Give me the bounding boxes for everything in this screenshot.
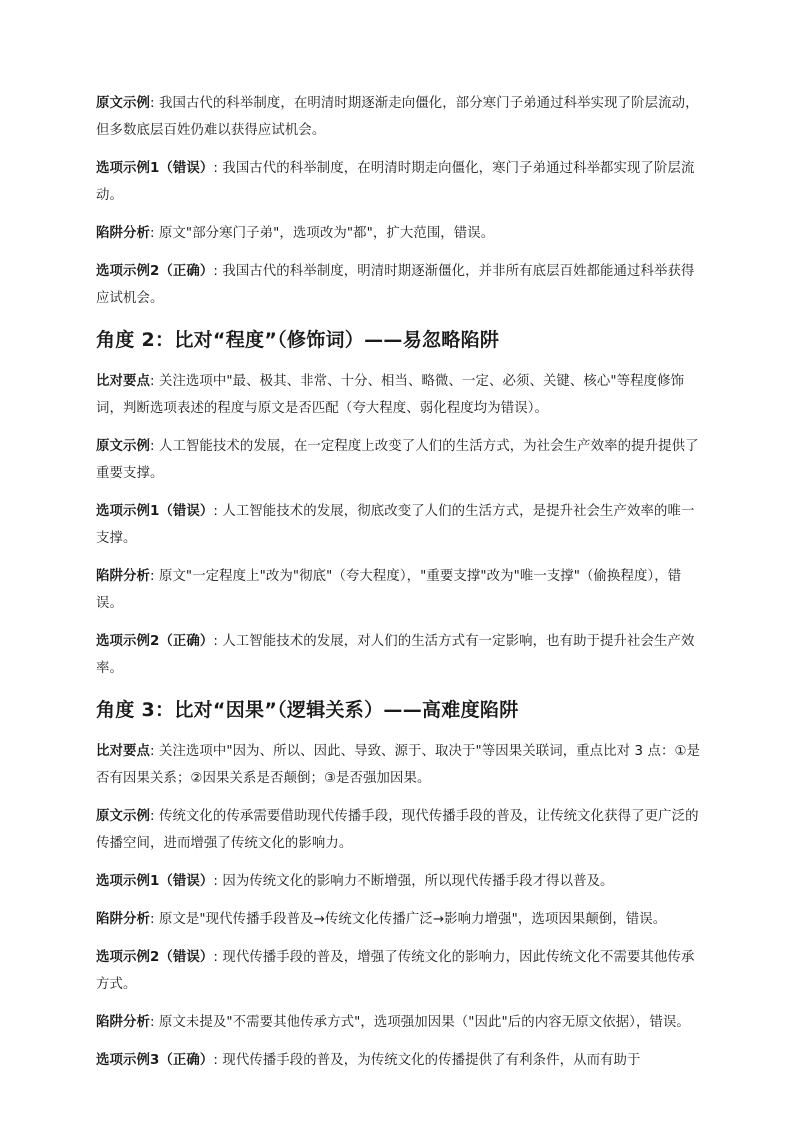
label-separator: : (149, 1015, 155, 1030)
paragraph-label: 选项示例1（错误） (96, 161, 214, 176)
paragraph (96, 738, 702, 792)
paragraph-text: 因为传统文化的影响力不断增强，所以现代传播手段才得以普及。 (217, 874, 614, 889)
paragraph-label: 原文示例 (96, 809, 150, 824)
label-separator: : (149, 809, 155, 824)
paragraph (96, 498, 702, 552)
paragraph-text: 现代传播手段的普及，为传统文化的传播提供了有利条件，从而有助于 (217, 1053, 641, 1068)
paragraph-label: 选项示例2（错误） (96, 950, 214, 965)
paragraph-text: 原文"一定程度上"改为"彻底"（夸大程度），"重要支撑"改为"唯一支撑"（偷换程度），错误。 (96, 569, 682, 611)
paragraph-label: 比对要点 (96, 744, 150, 759)
paragraph-label: 陷阱分析 (96, 226, 150, 241)
section-heading: 角度 3：比对“因果”（逻辑关系）——高难度陷阱 (96, 699, 519, 721)
paragraph-text: 关注选项中"因为、所以、因此、导致、源于、取决于"等因果关联词，重点比对 3 点：①是否有因果关系；②因果关系是否颠倒；③是否强加因果。 (96, 744, 701, 786)
paragraph (96, 90, 702, 144)
paragraph-text: 传统文化的传承需要借助现代传播手段，现代传播手段的普及，让传统文化获得了更广泛的传播空间，进而增强了传统文化的影响力。 (96, 809, 699, 851)
label-separator: : (213, 874, 218, 889)
paragraph (96, 628, 702, 682)
paragraph (96, 368, 702, 422)
label-separator: : (213, 950, 218, 965)
paragraph-label: 原文示例 (96, 439, 150, 454)
paragraph-label: 选项示例1（错误） (96, 504, 214, 519)
paragraph (96, 220, 702, 247)
paragraph-label: 原文示例 (96, 96, 150, 111)
paragraph-label: 选项示例3（正确） (96, 1053, 214, 1068)
paragraph-label: 选项示例2（正确） (96, 634, 214, 649)
paragraph (96, 868, 702, 895)
label-separator: : (149, 374, 155, 389)
label-separator: : (149, 96, 155, 111)
label-separator: : (149, 569, 155, 584)
paragraph-text: 人工智能技术的发展，对人们的生活方式有一定影响，也有助于提升社会生产效率。 (96, 634, 695, 676)
paragraph-text: 关注选项中"最、极其、非常、十分、相当、略微、一定、必须、关键、核心"等程度修饰词，判断选项表述的程度与原文是否匹配（夸大程度、弱化程度均为错误）。 (96, 374, 685, 416)
paragraph-label: 选项示例2（正确） (96, 264, 214, 279)
paragraph (96, 906, 702, 933)
document-page (96, 90, 702, 1085)
paragraph (96, 258, 702, 312)
paragraph-text: 现代传播手段的普及，增强了传统文化的影响力，因此传统文化不需要其他传承方式。 (96, 950, 695, 992)
label-separator: : (213, 504, 218, 519)
paragraph (96, 1009, 702, 1036)
paragraph (96, 803, 702, 857)
paragraph-label: 比对要点 (96, 374, 150, 389)
paragraph-text: 原文是"现代传播手段普及→传统文化传播广泛→影响力增强"，选项因果颠倒，错误。 (154, 912, 667, 927)
paragraph (96, 433, 702, 487)
paragraph-text: 人工智能技术的发展，在一定程度上改变了人们的生活方式，为社会生产效率的提升提供了重要支撑。 (96, 439, 699, 481)
label-separator: : (213, 264, 218, 279)
section-heading: 角度 2：比对“程度”（修饰词）——易忽略陷阱 (96, 329, 500, 351)
paragraph (96, 563, 702, 617)
paragraph (96, 944, 702, 998)
label-separator: : (149, 226, 155, 241)
label-separator: : (213, 1053, 218, 1068)
paragraph-label: 陷阱分析 (96, 912, 150, 927)
paragraph-text: 人工智能技术的发展，彻底改变了人们的生活方式，是提升社会生产效率的唯一支撑。 (96, 504, 695, 546)
paragraph (96, 155, 702, 209)
paragraph-text: 原文未提及"不需要其他传承方式"，选项强加因果（"因此"后的内容无原文依据），错误。 (154, 1015, 690, 1030)
label-separator: : (149, 439, 155, 454)
paragraph (96, 1047, 702, 1074)
label-separator: : (213, 634, 218, 649)
paragraph-label: 陷阱分析 (96, 569, 150, 584)
paragraph-text: 我国古代的科举制度，在明清时期逐渐走向僵化，部分寒门子弟通过科举实现了阶层流动，但多数底层百姓仍难以获得应试机会。 (96, 96, 699, 138)
label-separator: : (213, 161, 218, 176)
paragraph-text: 原文"部分寒门子弟"，选项改为"都"，扩大范围，错误。 (154, 226, 495, 241)
paragraph-text: 我国古代的科举制度，在明清时期走向僵化，寒门子弟通过科举都实现了阶层流动。 (96, 161, 695, 203)
paragraph-text: 我国古代的科举制度，明清时期逐渐僵化，并非所有底层百姓都能通过科举获得应试机会。 (96, 264, 695, 306)
label-separator: : (149, 744, 155, 759)
label-separator: : (149, 912, 155, 927)
paragraph-label: 选项示例1（错误） (96, 874, 214, 889)
paragraph-label: 陷阱分析 (96, 1015, 150, 1030)
